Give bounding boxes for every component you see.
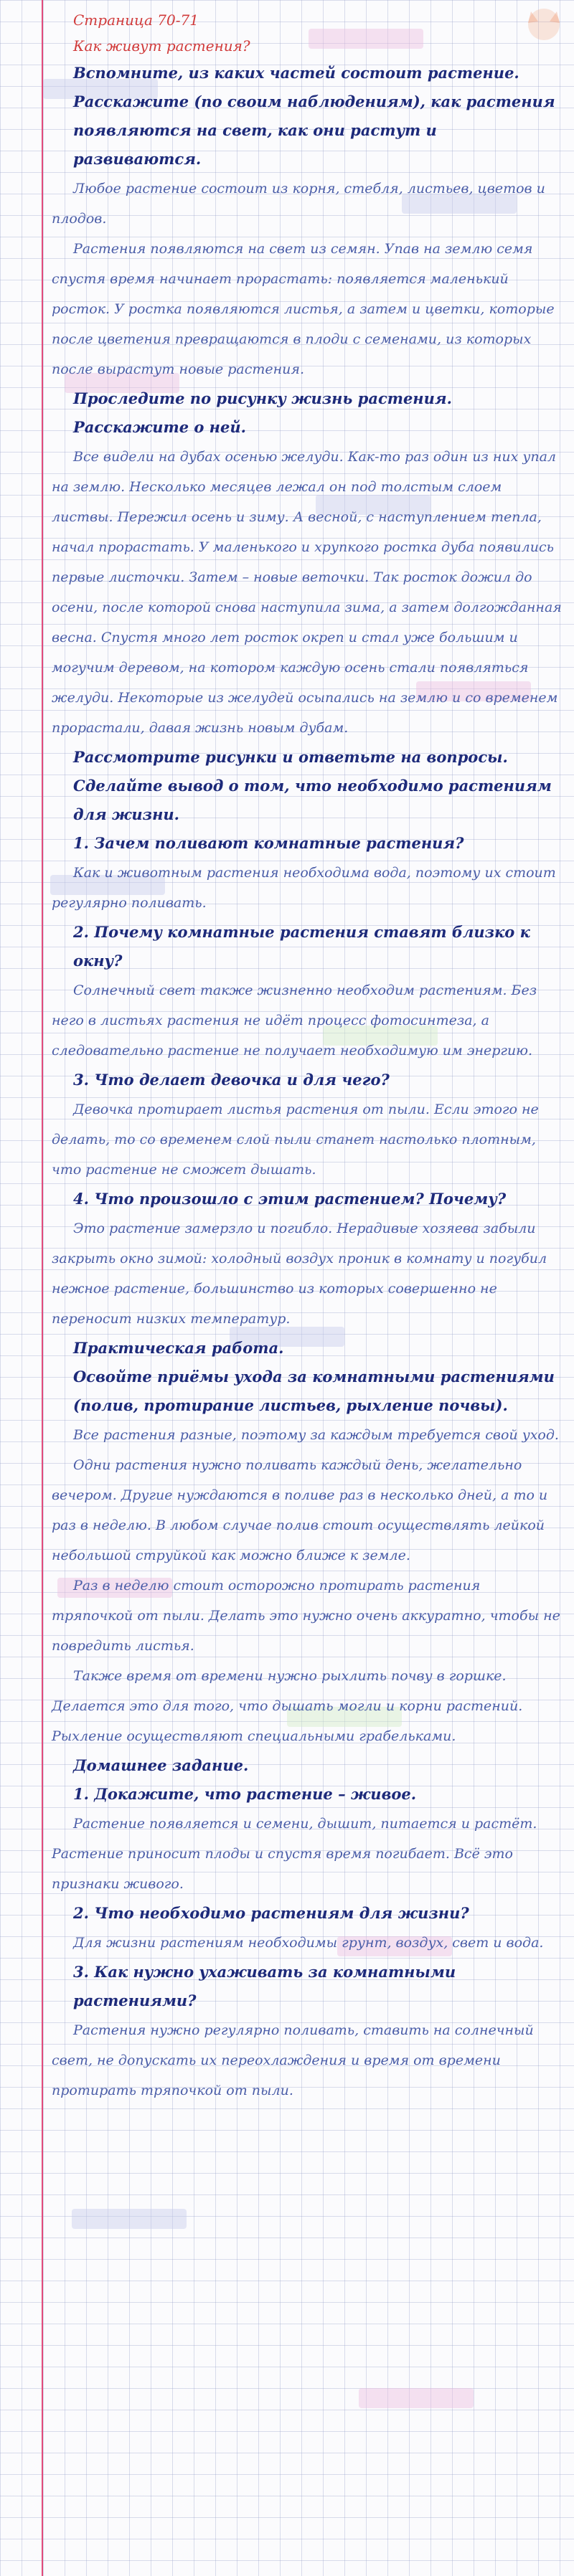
question-heading: Проследите по рисунку жизнь растения. Расскажите о ней.: [73, 389, 452, 436]
watermark-smudge: [72, 2209, 187, 2229]
answer-paragraph: Девочка протирает листья растения от пыли. Если этого не делать, то со временем слой пыли станет настолько плотным, что растение не сможет дышать.: [52, 1102, 539, 1178]
question-heading: Освойте приёмы ухода за комнатными растениями (полив, протирание листьев, рыхление почвы).: [73, 1368, 555, 1414]
answer-paragraph: Для жизни растениям необходимы грунт, воздух, свет и вода.: [73, 1935, 544, 1951]
answer-paragraph: Все растения разные, поэтому за каждым требуется свой уход.: [73, 1427, 559, 1443]
answer-paragraph: Одни растения нужно поливать каждый день, желательно вечером. Другие нуждаются в поливе раз в несколько дней, а то и раз в неделю. В любом случае полив стоит осуществлять лейкой небольшой струйкой как можно ближе к земле.: [52, 1457, 548, 1563]
content-blocks: [52, 59, 565, 2106]
answer-paragraph: Растения появляются на свет из семян. Упав на землю семя спустя время начинает прорастать: появляется маленький росток. У ростка появляются листья, а затем и цветки, которые после цветения превращаются в плоди с семенами, из которых после вырастут новые растения.: [52, 241, 555, 377]
answer-paragraph: Раз в неделю стоит осторожно протирать растения тряпочкой от пыли. Делать это нужно очень аккуратно, чтобы не повредить листья.: [52, 1578, 560, 1654]
answer-paragraph: Растения нужно регулярно поливать, ставить на солнечный свет, не допускать их переохлаждения и время от времени протирать тряпочкой от пыли.: [52, 2022, 534, 2098]
answer-paragraph: Также время от времени нужно рыхлить почву в горшке. Делается это для того, что дышать могли и корни растений. Рыхление осуществляют специальными грабельками.: [52, 1668, 523, 1744]
page-title: Страница 70-71: [73, 11, 199, 29]
notebook-margin-line: [42, 0, 43, 2576]
answer-paragraph: Солнечный свет также жизненно необходим растениям. Без него в листьях растения не идёт процесс фотосинтеза, а следовательно растение не получает необходимую им энергию.: [52, 982, 537, 1059]
lesson-subtitle: Как живут растения?: [73, 37, 250, 55]
watermark-smudge: [359, 2388, 474, 2408]
question-heading: 3. Что делает девочка и для чего?: [73, 1071, 390, 1089]
question-heading: 1. Зачем поливают комнатные растения?: [73, 834, 464, 852]
answer-paragraph: Любое растение состоит из корня, стебля, листьев, цветов и плодов.: [52, 181, 545, 227]
question-heading: Домашнее задание.: [73, 1756, 249, 1774]
answer-paragraph: Все видели на дубах осенью желуди. Как-то раз один из них упал на землю. Несколько месяцев лежал он под толстым слоем листвы. Пережил осень и зиму. А весной, с наступлением тепла, начал прорастать. У маленького и хрупкого ростка дуба появились первые листочки. Затем – новые веточки. Так росток дожил до осени, после которой снова наступила зима, а затем долгожданная весна. Спустя много лет росток окреп и стал уже большим и могучим деревом, на котором каждую осень стали появляться желуди. Некоторые из желудей осыпались на землю и со временем прорастали, давая жизнь новым дубам.: [52, 449, 562, 736]
question-heading: Рассмотрите рисунки и ответьте на вопросы. Сделайте вывод о том, что необходимо растениям для жизни.: [73, 748, 552, 823]
question-heading: 2. Что необходимо растениям для жизни?: [73, 1904, 469, 1922]
answer-paragraph: Это растение замерзло и погибло. Нерадивые хозяева забыли закрыть окно зимой: холодный воздух проник в комнату и погубил нежное растение, большинство из которых совершенно не переносит низких температур.: [52, 1221, 547, 1327]
answer-paragraph: Как и животным растения необходима вода, поэтому их стоит регулярно поливать.: [52, 865, 556, 911]
notebook-page: [52, 7, 565, 2106]
question-heading: 3. Как нужно ухаживать за комнатными растениями?: [73, 1963, 456, 2009]
answer-paragraph: Растение появляется и семени, дышит, питается и растёт. Растение приносит плоды и спустя время погибает. Всё это признаки живого.: [52, 1816, 537, 1892]
question-heading: 1. Докажите, что растение – живое.: [73, 1785, 417, 1803]
question-heading: Вспомните, из каких частей состоит растение. Расскажите (по своим наблюдениям), как растения появляются на свет, как они растут и развиваются.: [73, 64, 555, 168]
question-heading: 4. Что произошло с этим растением? Почему?: [73, 1190, 507, 1208]
question-heading: 2. Почему комнатные растения ставят близко к окну?: [73, 923, 530, 970]
question-heading: Практическая работа.: [73, 1339, 284, 1357]
